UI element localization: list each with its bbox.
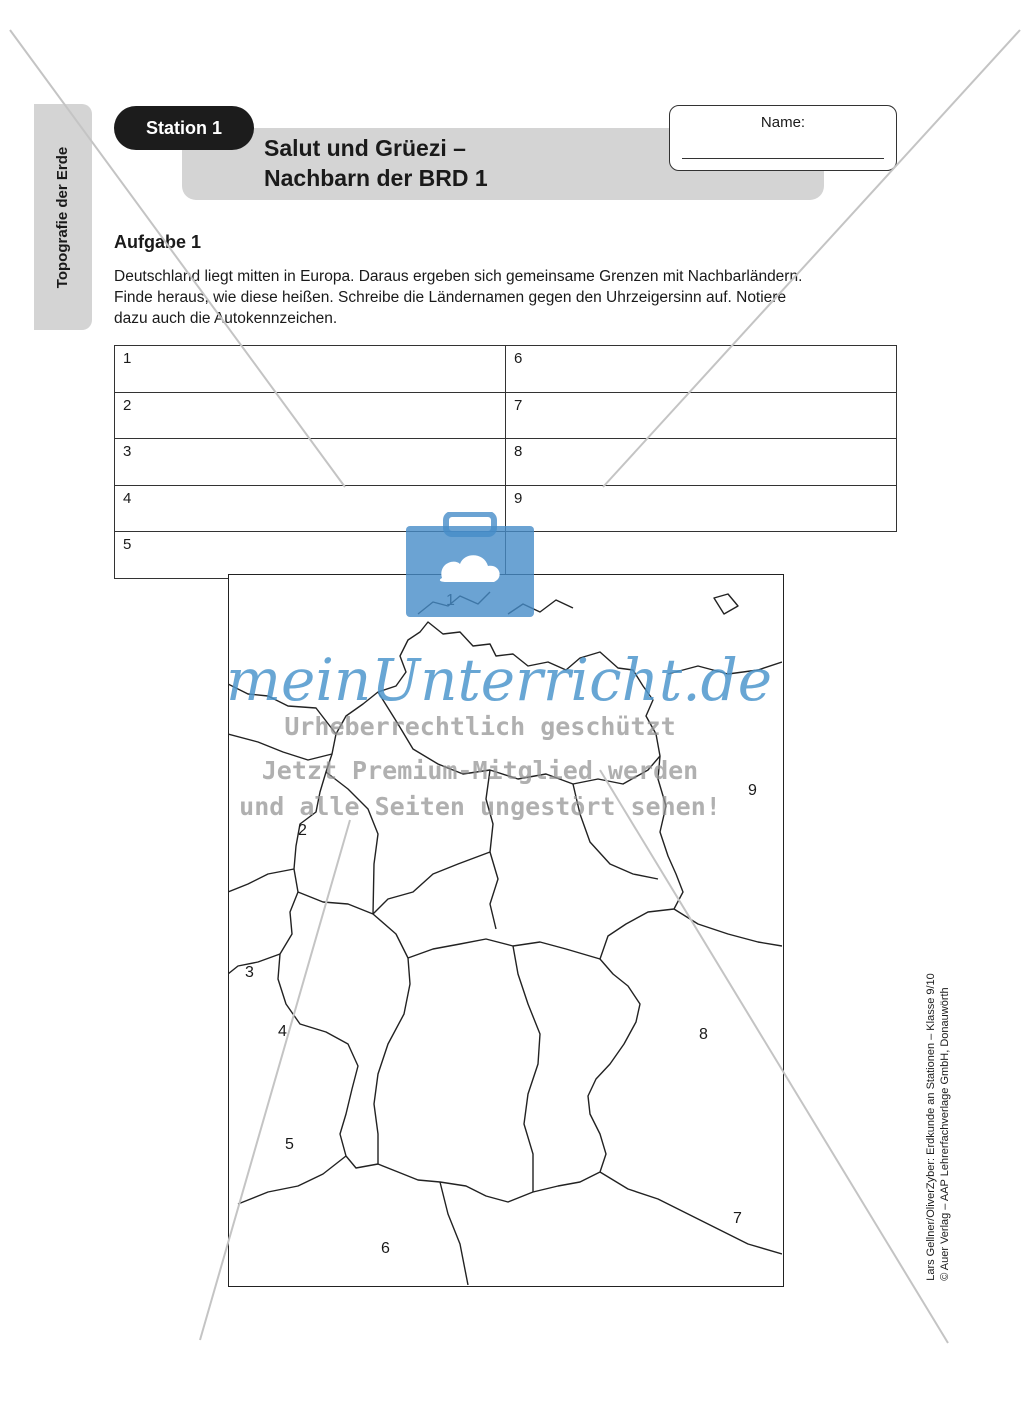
copyright-line-2: © Auer Verlag – AAP Lehrerfachverlage GmbH, Donauwörth: [939, 987, 951, 1281]
answer-cell[interactable]: 4: [115, 485, 506, 532]
task-line-1: Deutschland liegt mitten in Europa. Daraus ergeben sich gemeinsame Grenzen mit Nachbarländern.: [114, 268, 803, 285]
map-label-3: 3: [245, 964, 254, 981]
map-label-7: 7: [733, 1210, 742, 1227]
map-label-6: 6: [381, 1240, 390, 1257]
map-label-2: 2: [298, 822, 307, 839]
station-badge: Station 1: [114, 106, 254, 150]
map-label-8: 8: [699, 1026, 708, 1043]
page-title-line-1: Salut und Grüezi –: [264, 135, 466, 161]
answer-cell[interactable]: 5: [115, 532, 506, 579]
page-title-line-2: Nachbarn der BRD 1: [264, 165, 488, 191]
answer-cell[interactable]: 7: [506, 392, 897, 439]
answer-cell[interactable]: 9: [506, 485, 897, 532]
copyright-line-1: Lars Gellner/OliverZyber: Erdkunde an Stationen – Klasse 9/10: [925, 973, 937, 1281]
answer-cell[interactable]: 1: [115, 346, 506, 393]
map-label-4: 4: [278, 1023, 287, 1040]
map-label-9: 9: [748, 782, 757, 799]
answer-cell[interactable]: 6: [506, 346, 897, 393]
answer-cell[interactable]: 8: [506, 439, 897, 486]
answer-cell[interactable]: 2: [115, 392, 506, 439]
watermark-briefcase-icon: [406, 512, 534, 617]
task-line-3: dazu auch die Autokennzeichen.: [114, 310, 338, 327]
map-label-5: 5: [285, 1136, 294, 1153]
watermark-brand: meinUnterricht.de: [226, 646, 773, 714]
name-label: Name:: [760, 114, 806, 131]
watermark-line-2: Jetzt Premium-Mitglied werden: [261, 756, 699, 785]
side-tab-label: Topografie der Erde: [54, 146, 72, 288]
answer-cell[interactable]: 3: [115, 439, 506, 486]
watermark-line-3: und alle Seiten ungestört sehen!: [239, 792, 721, 821]
watermark-line-1: Urheberrechtlich geschützt: [284, 712, 676, 741]
task-heading: Aufgabe 1: [114, 232, 202, 252]
task-line-2: Finde heraus, wie diese heißen. Schreibe die Ländernamen gegen den Uhrzeigersinn auf. Notiere: [114, 289, 787, 306]
